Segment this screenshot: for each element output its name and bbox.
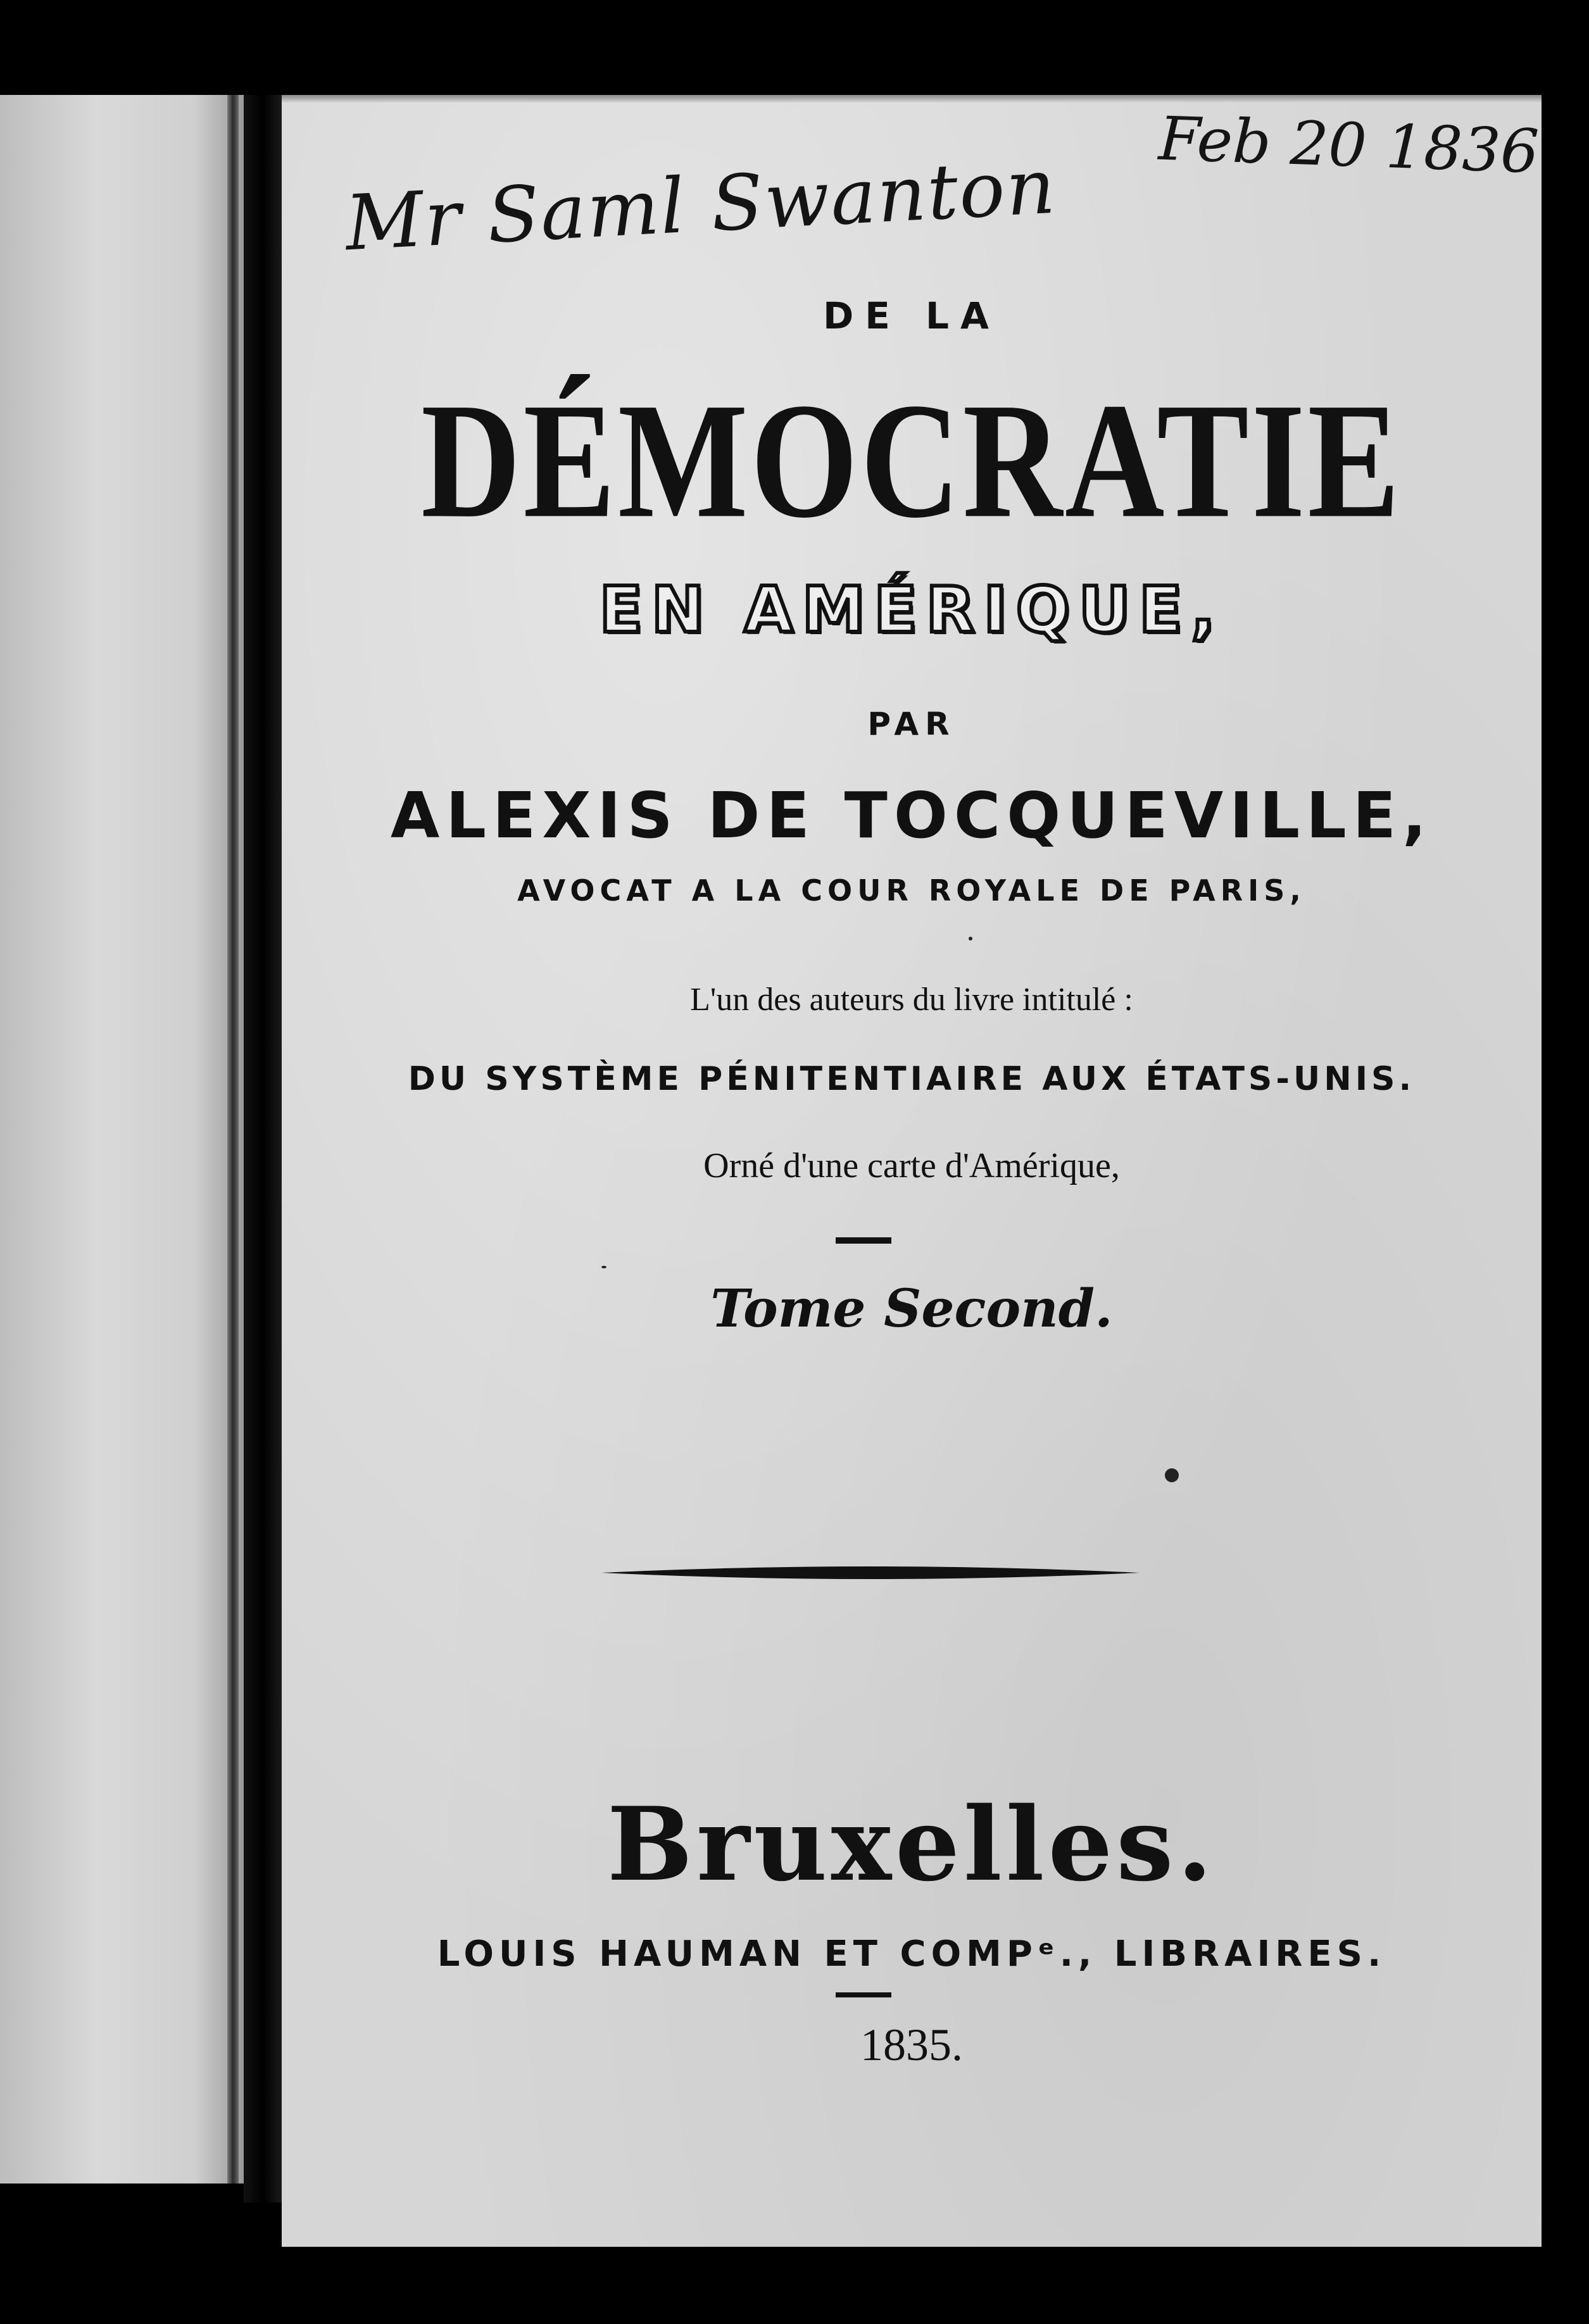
book-gutter bbox=[244, 95, 282, 2202]
ink-speck bbox=[601, 1266, 606, 1268]
imprint-year: 1835. bbox=[860, 2020, 963, 2070]
ink-speck bbox=[969, 937, 972, 940]
author-role: AVOCAT A LA COUR ROYALE DE PARIS, bbox=[517, 873, 1306, 908]
other-work-note: L'un des auteurs du livre intitulé : bbox=[690, 982, 1133, 1018]
divider-rule bbox=[836, 1237, 891, 1244]
subtitle: EN AMÉRIQUE, bbox=[599, 573, 1224, 647]
imprint-city: Bruxelles. bbox=[606, 1785, 1217, 1904]
ink-speck bbox=[1165, 1468, 1179, 1482]
title-prefix: DE LA bbox=[823, 294, 1000, 337]
volume-label: Tome Second. bbox=[710, 1278, 1113, 1339]
other-work-title: DU SYSTÈME PÉNITENTIAIRE AUX ÉTATS-UNIS. bbox=[408, 1060, 1416, 1098]
page-fold bbox=[227, 95, 239, 2183]
ornamental-rule bbox=[601, 1557, 1140, 1589]
facing-page bbox=[0, 95, 244, 2183]
divider-rule bbox=[836, 1992, 891, 1997]
handwritten-owner-name: Mr Saml Swanton bbox=[343, 142, 1058, 268]
map-note: Orné d'une carte d'Amérique, bbox=[703, 1146, 1120, 1185]
handwritten-date: Feb 20 1836 bbox=[1157, 104, 1540, 187]
imprint-publisher: LOUIS HAUMAN ET COMPᵉ., LIBRAIRES. bbox=[437, 1934, 1386, 1975]
author-name: ALEXIS DE TOCQUEVILLE, bbox=[390, 778, 1433, 853]
page-top-edge bbox=[282, 95, 1542, 103]
by-label: PAR bbox=[867, 706, 956, 742]
main-title: DÉMOCRATIE bbox=[421, 369, 1402, 553]
